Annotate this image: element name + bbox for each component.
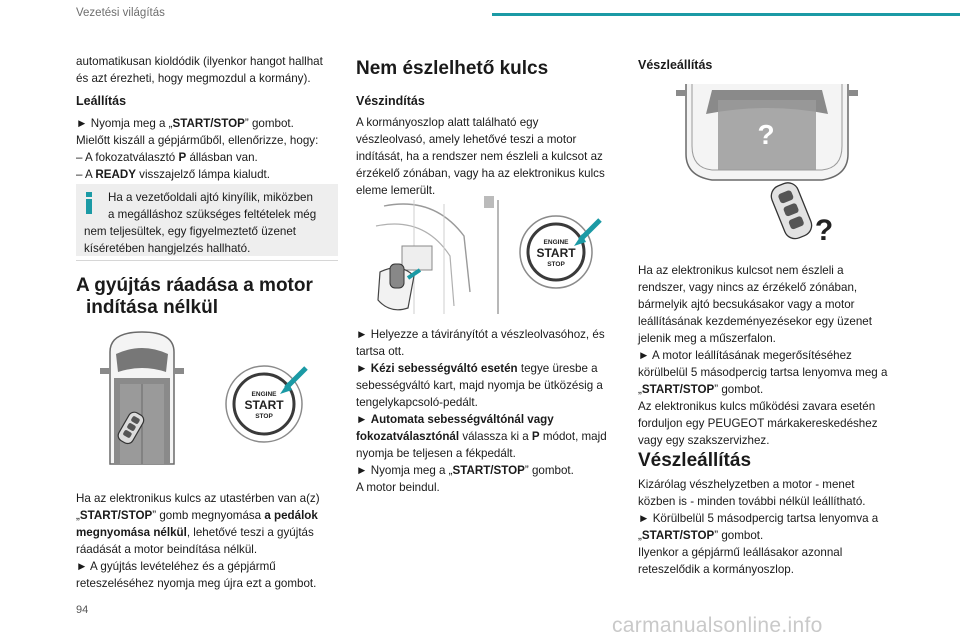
section-heading-ignition: A gyújtás ráadása a motor indítása nélkül: [76, 275, 313, 318]
text-line: forduljon egy PEUGEOT márkakereskedéshez: [638, 417, 878, 430]
hand-with-key-icon: [378, 264, 414, 310]
section-header-title: Vezetési világítás: [76, 7, 165, 19]
emergency-start-paragraph: [356, 114, 620, 199]
text-line: – A READY visszajelző lámpa kialudt.: [76, 168, 270, 181]
text-line: ráadását a motor beindítása nélkül.: [76, 543, 258, 556]
question-mark: ?: [814, 214, 834, 247]
text-line: A kormányoszlop alatt található egy: [356, 116, 539, 129]
text-line: és azt érezheti, hogy megmozdul a kormány).: [76, 72, 311, 85]
car-key-start-illustration: [96, 328, 316, 468]
text-line: vagy egy szakszervizhez.: [638, 434, 770, 447]
svg-text:START: START: [244, 398, 284, 412]
stop-heading: Leállítás: [76, 94, 127, 108]
section-heading-undetected-key: Nem észlelhető kulcs: [356, 58, 549, 79]
text-line: vészleolvasó, amely lehetővé teszi a motor: [356, 133, 577, 146]
stop-paragraph: [76, 115, 338, 183]
text-line: nyomja be teljesen a fékpedált.: [356, 447, 516, 460]
ignition-paragraph: [76, 490, 338, 592]
text-line: – A fokozatválasztó P állásban van.: [76, 151, 258, 164]
text-line: ► Körülbelül 5 másodpercig tartsa lenyomva a: [638, 512, 879, 525]
car-top-view-icon: [100, 332, 184, 464]
note-line: Ha a vezetőoldali ajtó kinyílik, miközben: [108, 191, 313, 204]
electronic-key-icon: [768, 180, 815, 242]
text-line: „START/STOP” gomb megnyomása a pedálok: [76, 509, 318, 522]
emergency-stop-subheading: Vészleállítás: [638, 58, 713, 72]
svg-text:ENGINE: ENGINE: [543, 239, 569, 246]
text-line: ► Nyomja meg a „START/STOP” gombot.: [76, 117, 294, 130]
text-line: rendszer, vagy nincs az érzékelő zónában,: [638, 281, 858, 294]
svg-text:ENGINE: ENGINE: [251, 391, 277, 398]
text-line: Ilyenkor a gépjármű leállásakor azonnal: [638, 546, 843, 559]
emergency-start-steps: [356, 326, 620, 496]
section-divider: [76, 260, 338, 261]
note-line: nem teljesültek, egy figyelmeztető üzenet: [84, 225, 297, 238]
svg-text:?: ?: [757, 119, 775, 150]
info-note: [76, 184, 338, 256]
text-line: eleme lemerült.: [356, 184, 436, 197]
text-line: közben is - minden további nélkül leállítható.: [638, 495, 866, 508]
text-line: Ha az elektronikus kulcsot nem észleli a: [638, 264, 844, 277]
text-line: körülbelül 5 másodpercig tartsa lenyomva meg a: [638, 366, 888, 379]
note-line: a megálláshoz szükséges feltételek még: [108, 208, 317, 221]
text-line: érzékelő zónában, vagy ha az elektronikus kulcs: [356, 167, 605, 180]
text-line: jelenik meg a műszerfalon.: [638, 332, 776, 345]
text-line: indítását, ha a rendszer nem észleli a kulcsot az: [356, 150, 603, 163]
text-line: tartsa ott.: [356, 345, 405, 358]
text-line: Ha az elektronikus kulcs az utastérben van a(z): [76, 492, 320, 505]
text-line: ► A gyújtás levételéhez és a gépjármű: [76, 560, 276, 573]
key-not-detected-illustration: [672, 84, 882, 252]
text-line: automatikusan kioldódik (ilyenkor hangot hallhat: [76, 55, 323, 68]
text-line: ► A motor leállításának megerősítéséhez: [638, 349, 852, 362]
text-line: ► Kézi sebességváltó esetén tegye üresbe a: [356, 362, 598, 375]
text-line: reteszelődik a kormányoszlop.: [638, 563, 794, 576]
text-line: „START/STOP” gombot.: [638, 529, 764, 542]
text-line: Az elektronikus kulcs működési zavara esetén: [638, 400, 876, 413]
text-line: tengelykapcsoló-pedált.: [356, 396, 478, 409]
svg-text:START: START: [536, 246, 576, 260]
note-line: kíséretében hangjelzés hallható.: [84, 242, 251, 255]
section-heading-emergency-stop: Vészleállítás: [638, 450, 752, 471]
text-line: Mielőtt kiszáll a gépjárműből, ellenőrizze, hogy:: [76, 134, 319, 147]
engine-start-button-icon: [520, 216, 592, 288]
header-accent-bar: [492, 13, 960, 16]
text-line: ► Automata sebességváltónál vagy: [356, 413, 554, 426]
car-front-top-view-icon: [676, 84, 858, 180]
page-number: 94: [76, 604, 89, 616]
text-line: leállításának kezdeményezésekor egy üzenet: [638, 315, 872, 328]
emergency-reader-illustration: [374, 196, 614, 314]
intro-paragraph: [76, 53, 338, 87]
emergency-start-heading: Vészindítás: [356, 94, 425, 108]
text-line: A motor beindul.: [356, 481, 440, 494]
engine-start-button-icon: [226, 366, 302, 442]
emergency-stop-paragraph: [638, 262, 904, 449]
text-line: Kizárólag vészhelyzetben a motor - menet: [638, 478, 855, 491]
svg-text:STOP: STOP: [255, 413, 273, 420]
svg-text:STOP: STOP: [547, 261, 565, 268]
emergency-stop-instructions: [638, 476, 904, 578]
text-line: ► Nyomja meg a „START/STOP” gombot.: [356, 464, 574, 477]
text-line: bármelyik ajtó becsukásakor vagy a motor: [638, 298, 855, 311]
text-line: fokozatválasztónál válassza ki a P módot, majd: [356, 430, 607, 443]
text-line: ► Helyezze a távirányítót a vészleolvasóhoz, és: [356, 328, 605, 341]
text-line: „START/STOP” gombot.: [638, 383, 764, 396]
text-line: sebességváltó kart, majd nyomja be ütközésig a: [356, 379, 603, 392]
watermark: carmanualsonline.info: [612, 614, 823, 637]
text-line: reteszeléséhez nyomja meg újra ezt a gombot.: [76, 577, 317, 590]
text-line: megnyomása nélkül, lehetővé teszi a gyújtás: [76, 526, 314, 539]
